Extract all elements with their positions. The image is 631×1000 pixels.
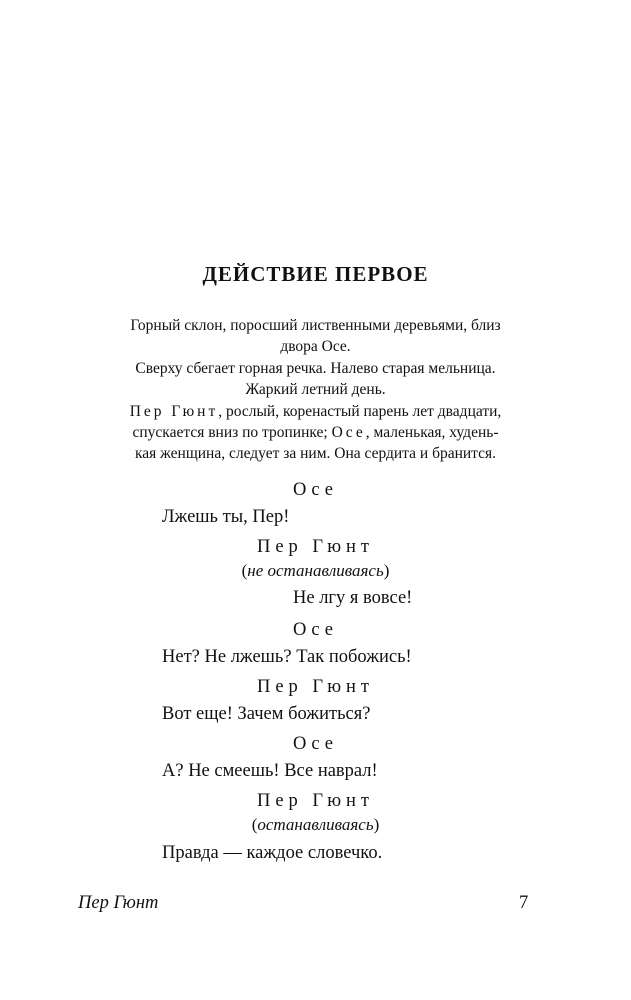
act-title: ДЕЙСТВИЕ ПЕРВОЕ: [202, 262, 429, 286]
speaker-name: Пер Гюнт: [256, 791, 375, 811]
speaker-name: Осе: [292, 734, 338, 754]
dialogue-line: А? Не смеешь! Все наврал!: [162, 761, 378, 781]
stage-direction-line: кая женщина, следует за ним. Она сердита и бранится.: [134, 445, 497, 462]
stage-text: , рослый, коренастый парень лет двадцати,: [218, 403, 502, 420]
direction-text: не останавливаясь: [247, 561, 384, 580]
stage-direction-line: Сверху сбегает горная речка. Налево старая мельница.: [135, 360, 496, 377]
dialogue-line: Нет? Не лжешь? Так побожись!: [162, 647, 412, 667]
character-name: Пер Гюнт: [129, 403, 219, 420]
speaker-name: Пер Гюнт: [256, 677, 375, 697]
character-name: Осе: [331, 424, 366, 441]
stage-text: спускается вниз по тропинке;: [132, 424, 332, 441]
stage-direction: (не останавливаясь): [241, 561, 390, 580]
direction-text: останавливаясь: [257, 815, 374, 834]
dialogue-line: Лжешь ты, Пер!: [162, 507, 290, 527]
stage-direction-line: двора Осе.: [280, 338, 351, 355]
dialogue-line: Вот еще! Зачем божиться?: [162, 704, 371, 724]
running-footer-title: Пер Гюнт: [78, 893, 159, 913]
stage-direction-line: Горный склон, поросший лиственными деревьями, близ: [130, 317, 501, 334]
stage-direction-line: [0, 422, 631, 443]
speaker-name: Осе: [292, 620, 338, 640]
stage-direction: (останавливаясь): [251, 815, 380, 834]
stage-direction-line: Жаркий летний день.: [245, 381, 386, 398]
dialogue-line: Правда — каждое словечко.: [162, 843, 383, 863]
stage-text: , маленькая, худень-: [365, 424, 499, 441]
page-number: 7: [519, 893, 529, 913]
stage-direction-line: [0, 401, 631, 422]
speaker-name: Осе: [292, 480, 338, 500]
dialogue-line: Не лгу я вовсе!: [293, 588, 413, 608]
speaker-name: Пер Гюнт: [256, 537, 375, 557]
